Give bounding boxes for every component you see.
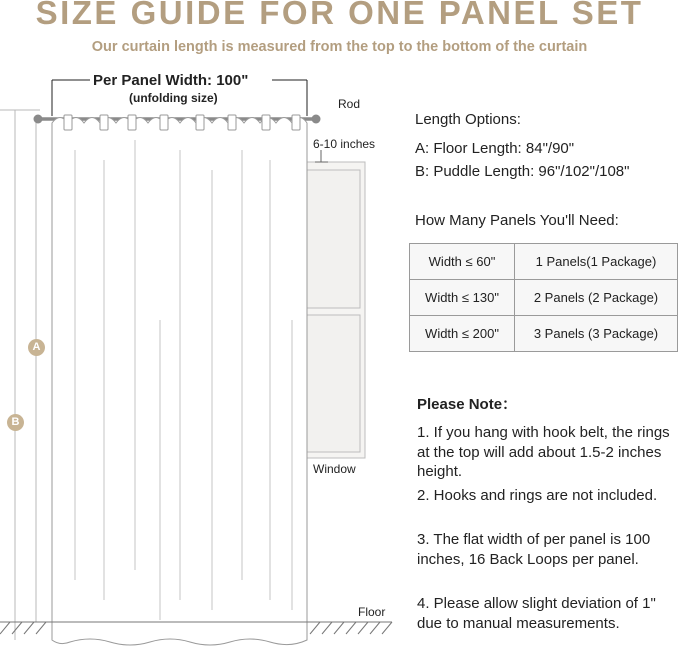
page-subtitle: Our curtain length is measured from the top to the bottom of the curtain (91, 39, 588, 55)
table-row (410, 244, 678, 280)
length-option-b: B: Puddle Length: 96"/102"/108" (415, 163, 630, 180)
note-item-1: 1. If you hang with hook belt, the rings at the top will add about 1.5-2 inches height. (417, 424, 670, 480)
width-note: (unfolding size) (129, 91, 218, 105)
length-option-a: A: Floor Length: 84"/90" (415, 140, 575, 157)
note-item-3: 3. The flat width of per panel is 100 inches, 16 Back Loops per panel. (417, 531, 651, 568)
gap-bracket (315, 150, 328, 162)
width-cell: Width ≤ 130" (410, 280, 515, 316)
measure-lines (0, 110, 40, 640)
window-frame (300, 162, 365, 458)
width-cell: Width ≤ 200" (410, 316, 515, 352)
width-label: Per Panel Width: 100" (93, 72, 249, 89)
window-label: Window (313, 462, 356, 476)
notes-heading: Please Note： (417, 396, 518, 413)
rod-label: Rod (338, 97, 361, 111)
panels-heading: How Many Panels You'll Need: (415, 212, 619, 229)
gap-label: 6-10 inches (313, 137, 376, 151)
table-row (410, 316, 678, 352)
panels-cell: 2 Panels (2 Package) (515, 280, 678, 316)
page-title: SIZE GUIDE FOR ONE PANEL SET (35, 0, 644, 31)
panels-cell: 1 Panels(1 Package) (515, 244, 678, 280)
length-options-heading: Length Options: (415, 111, 521, 128)
marker-a: A (28, 339, 45, 356)
floor-label: Floor (358, 605, 386, 619)
panels-cell: 3 Panels (3 Package) (515, 316, 678, 352)
note-item-4: 4. Please allow slight deviation of 1" due to manual measurements. (417, 595, 656, 632)
panels-table (409, 243, 678, 352)
table-row (410, 280, 678, 316)
width-cell: Width ≤ 60" (410, 244, 515, 280)
note-item-2: 2. Hooks and rings are not included. (417, 487, 658, 504)
marker-b: B (7, 414, 24, 431)
